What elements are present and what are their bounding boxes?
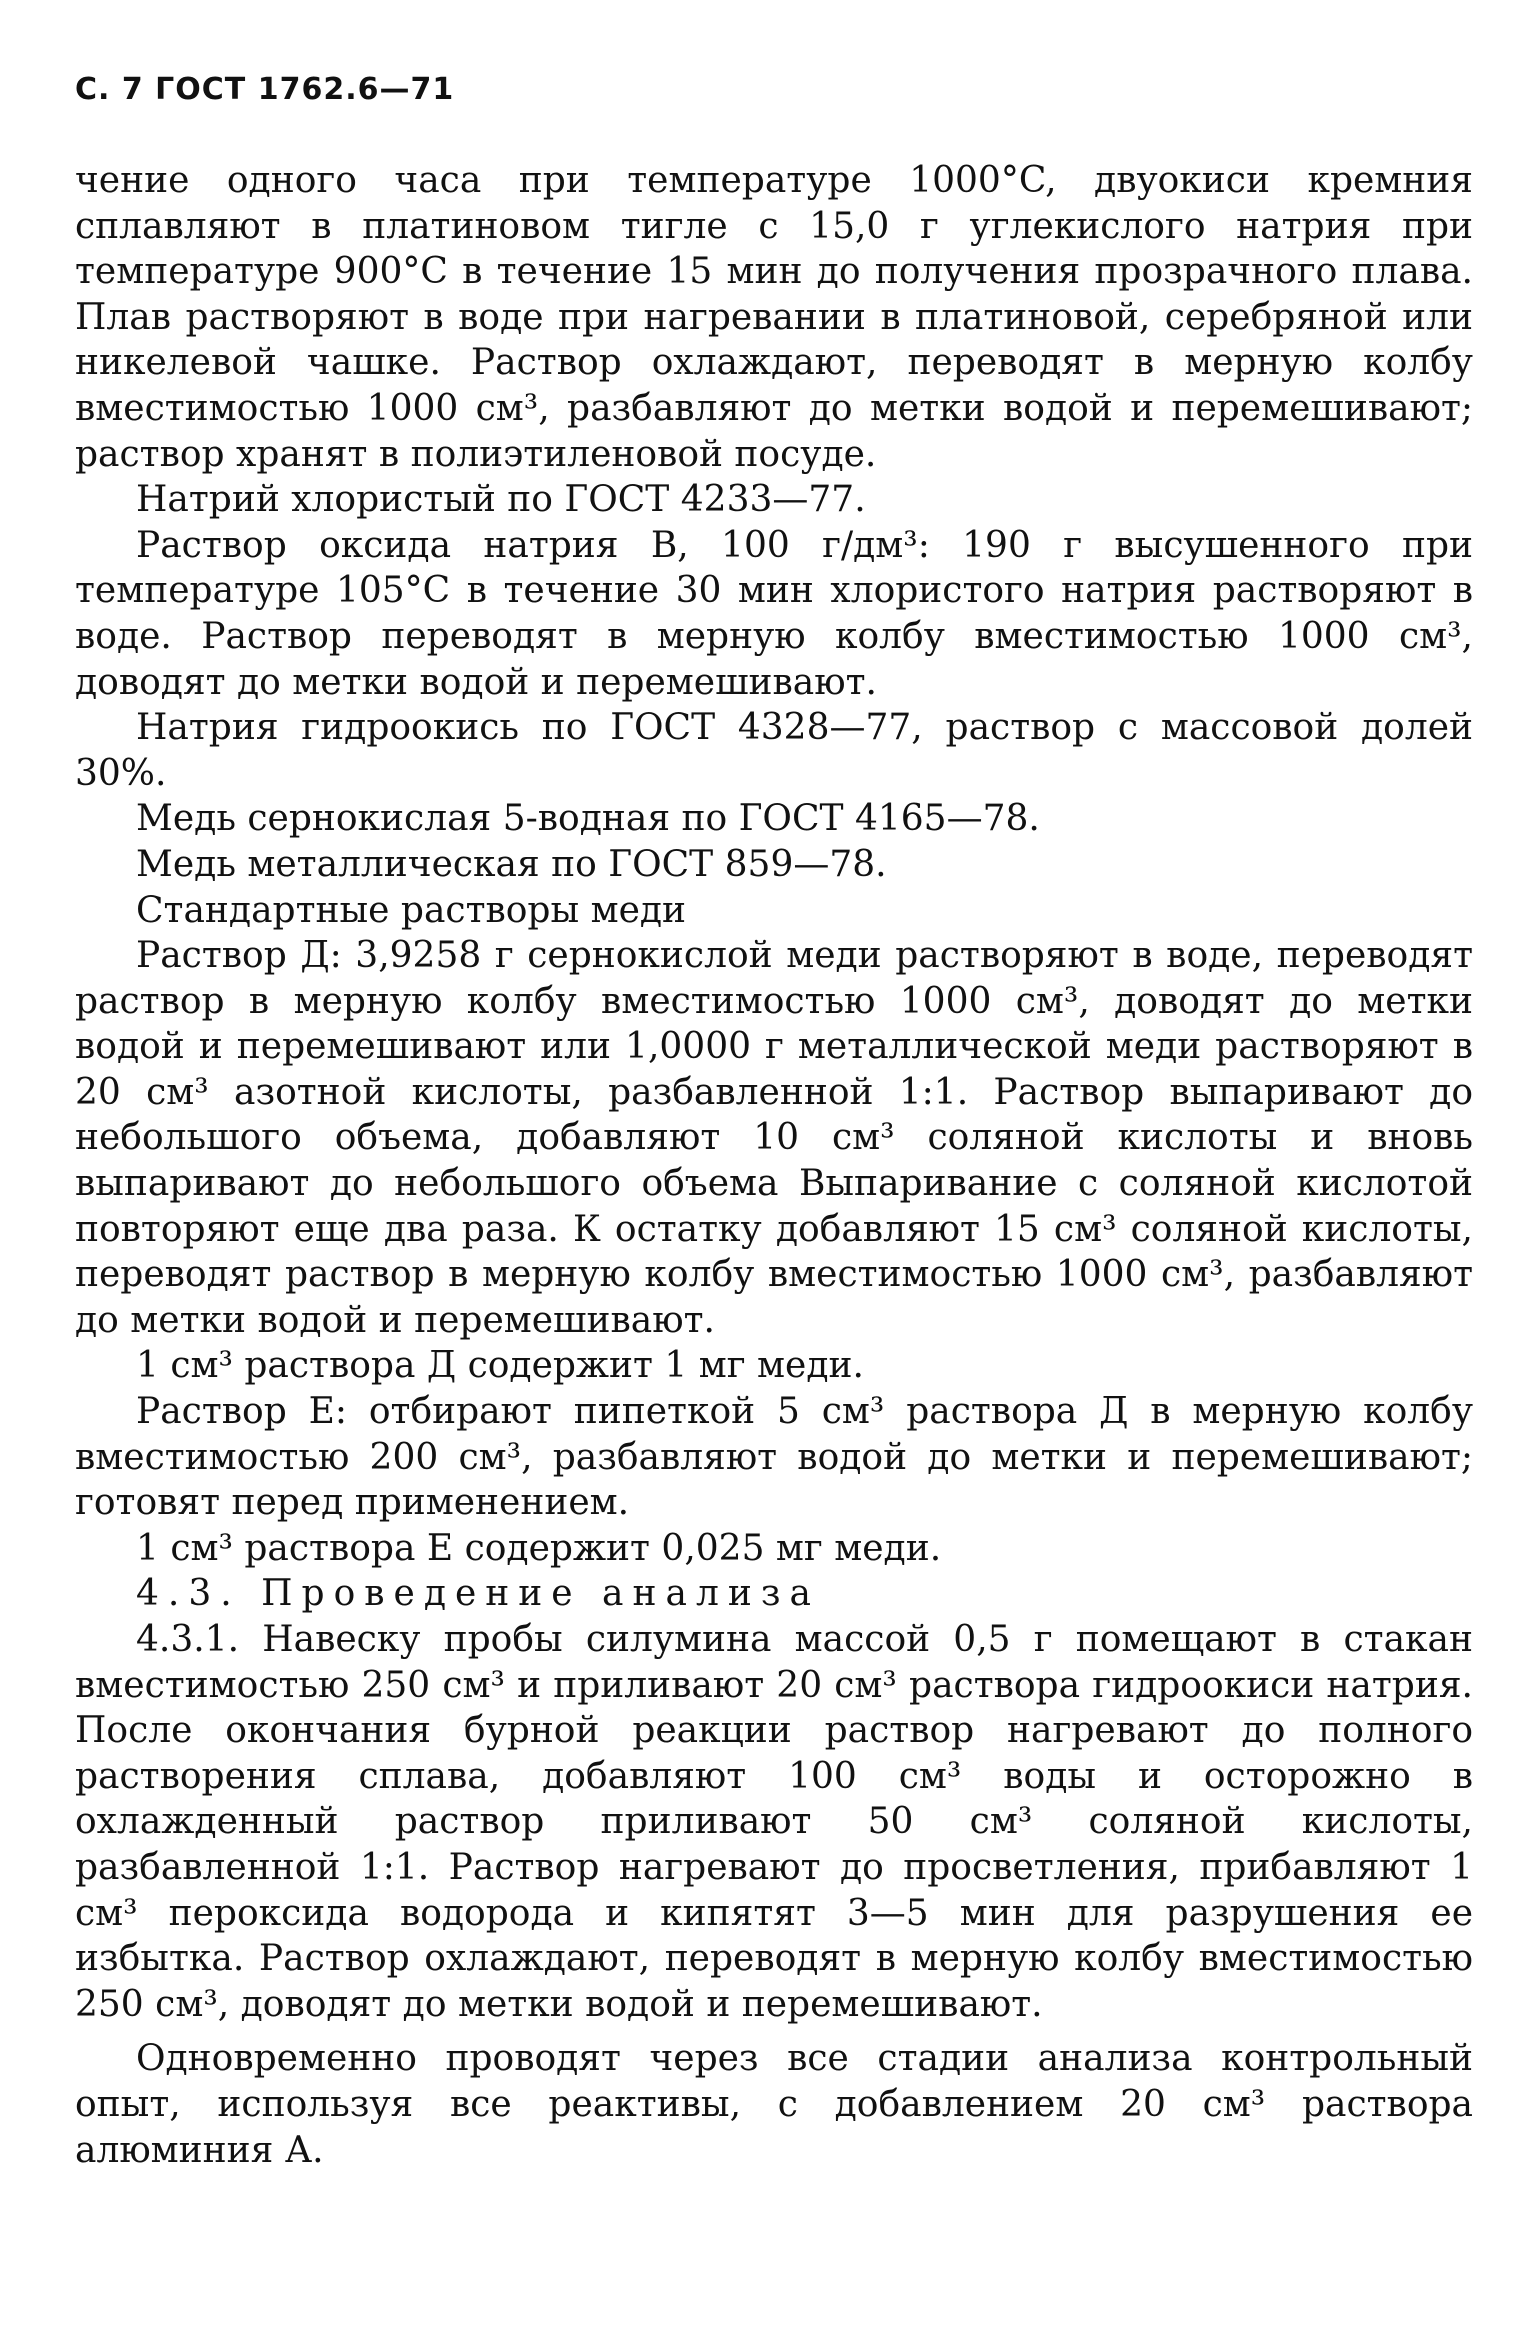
document-page [75, 72, 1473, 2272]
paragraph-sample-procedure: 4.3.1. Навеску пробы силумина массой 0,5 г помещают в стакан вместимостью 250 см³ и приливают 20 см³ раствора гидроокиси натрия. После окончания бурной реакции раствор нагревают до полного растворения сплава, добавляют 100 см³ воды и осторожно в охлажденный раствор приливают 50 см³ соляной кислоты, разбавленной 1:1. Раствор нагревают до просветления, прибавляют 1 см³ пероксида водорода и кипятят 3—5 мин для разрушения ее избытка. Раствор охлаждают, переводят в мерную колбу вместимостью 250 см³, доводят до метки водой и перемешивают. [75, 1619, 1473, 2025]
paragraph-silicon-fusion: чение одного часа при температуре 1000°C, двуокиси кремния сплавляют в платиновом тигле с 15,0 г углекислого натрия при температуре 900°C в течение 15 мин до получения прозрачного плава. Плав растворяют в воде при нагревании в платиновой, серебряной или никелевой чашке. Раствор охлаждают, переводят в мерную колбу вместимостью 1000 см³, разбавляют до метки водой и перемешивают; раствор хранят в полиэтиленовой посуде. [75, 160, 1473, 475]
paragraph-sodium-hydroxide: Натрия гидроокись по ГОСТ 4328—77, раствор с массовой долей 30%. [75, 707, 1473, 794]
paragraph-solution-e: Раствор Е: отбирают пипеткой 5 см³ раствора Д в мерную колбу вместимостью 200 см³, разбавляют водой до метки и перемешивают; готовят перед применением. [75, 1391, 1473, 1524]
document-body [75, 158, 1473, 2173]
paragraph-sodium-oxide-solution: Раствор оксида натрия В, 100 г/дм³: 190 г высушенного при температуре 105°C в течение 30 мин хлористого натрия растворяют в воде. Раствор переводят в мерную колбу вместимостью 1000 см³, доводят до метки водой и перемешивают. [75, 524, 1473, 703]
page-header: С. 7 ГОСТ 1762.6—71 [75, 72, 455, 107]
section-heading-analysis: 4.3. Проведение анализа [136, 1573, 820, 1615]
paragraph-solution-d-content: 1 см³ раствора Д содержит 1 мг меди. [136, 1345, 864, 1387]
paragraph-control-experiment: Одновременно проводят через все стадии анализа контрольный опыт, используя все реактивы, с добавлением 20 см³ раствора алюминия А. [75, 2038, 1473, 2171]
paragraph-copper-sulfate: Медь сернокислая 5-водная по ГОСТ 4165—78. [136, 798, 1040, 840]
paragraph-metallic-copper: Медь металлическая по ГОСТ 859—78. [136, 843, 887, 885]
paragraph-solution-d: Раствор Д: 3,9258 г сернокислой меди растворяют в воде, переводят раствор в мерную колбу вместимостью 1000 см³, доводят до метки водой и перемешивают или 1,0000 г металлической меди растворяют в 20 см³ азотной кислоты, разбавленной 1:1. Раствор выпаривают до небольшого объема, добавляют 10 см³ соляной кислоты и вновь выпаривают до небольшого объема Выпаривание с соляной кислотой повторяют еще два раза. К остатку добавляют 15 см³ соляной кислоты, переводят раствор в мерную колбу вместимостью 1000 см³, разбавляют до метки водой и перемешивают. [75, 935, 1473, 1341]
paragraph-copper-standards-heading: Стандартные растворы меди [136, 889, 687, 931]
paragraph-solution-e-content: 1 см³ раствора Е содержит 0,025 мг меди. [136, 1527, 942, 1569]
paragraph-sodium-chloride: Натрий хлористый по ГОСТ 4233—77. [136, 479, 866, 521]
